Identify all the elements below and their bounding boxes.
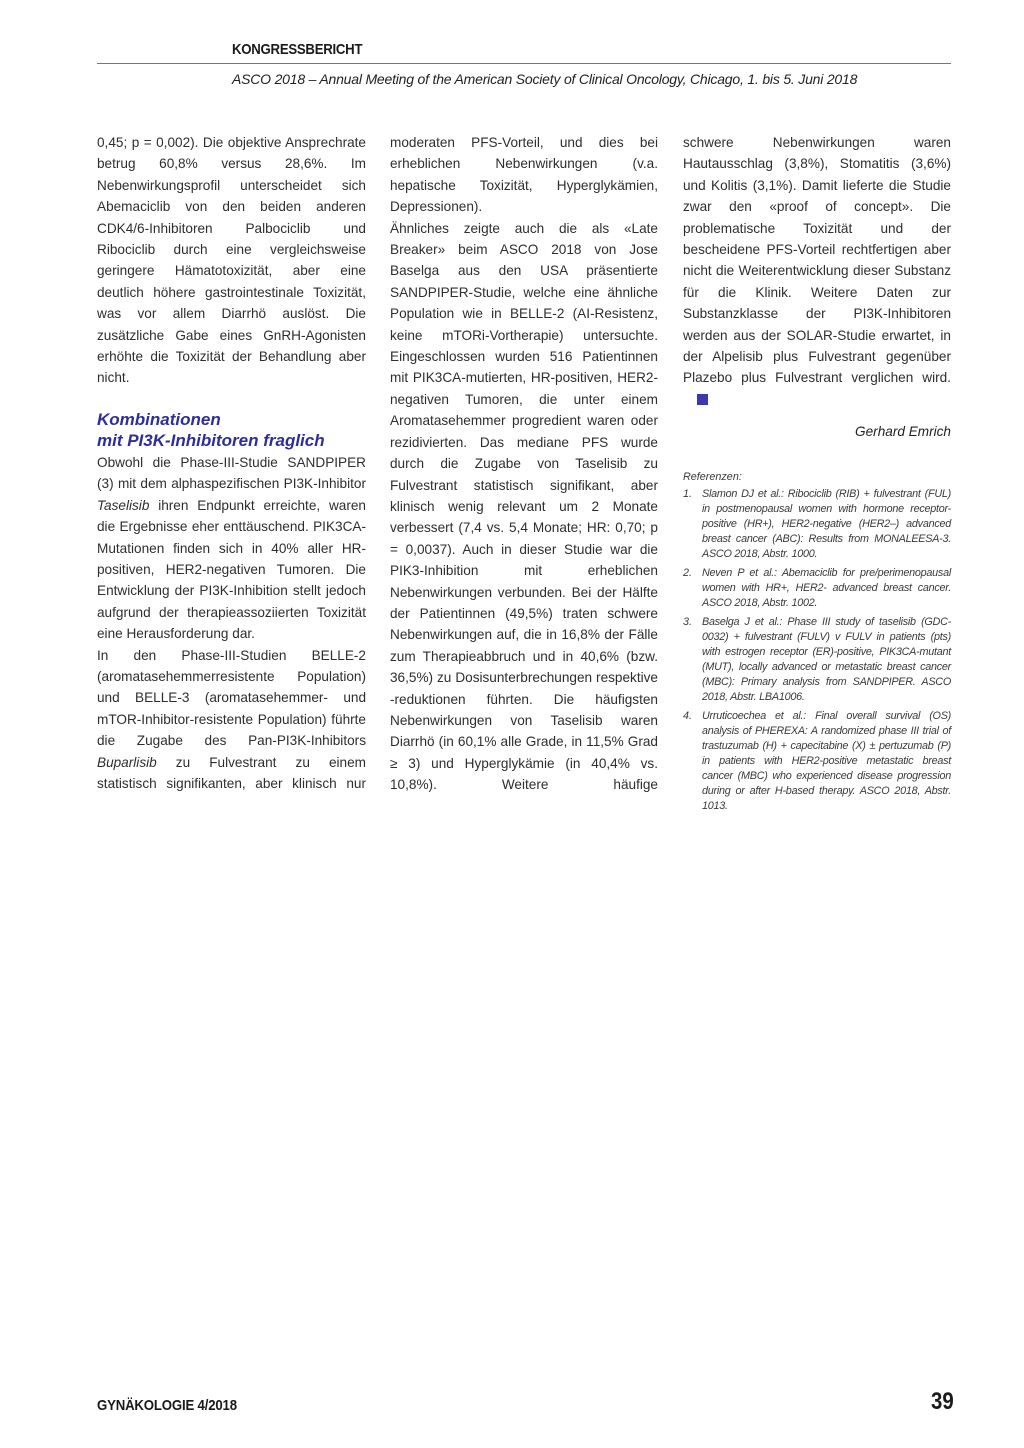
- article-column-1: [97, 132, 366, 794]
- paragraph: Ähnliches zeigte auch die als «Late Breaker» beim ASCO 2018 von Jose Baselga aus den USA präsentierte SANDPIPER-Studie, welche eine ähnliche Population wie in BELLE-2 (AI-Resistenz, keine mTORi-Vortherapie) untersuchte. Eingeschlossen wurden 516 Patientinnen mit PIK3CA-mutierten, HR-positiven, HER2-negativen Tumoren, die unter einem Aromatasehemmer progredient waren oder rezidivierten. Das mediane PFS wurde durch die Zugabe von Taselisib zu Fulvestrant statistisch signifikant, aber klinisch wenig relevant um 2 Monate verbessert (7,4 vs. 5,4 Monate; HR: 0,70; p = 0,0037). Auch in dieser Studie war die PIK3-Inhibition mit erheblichen Nebenwirkungen verbunden. Bei der Hälfte der Patientinnen (49,5%) traten schwere Nebenwirkungen auf, die in 16,8% der Fälle zum Therapieabbruch und in 40,6% (bzw. 36,5%) zu Dosisunterbrechungen respektive -reduktionen führten. Die häufigsten Nebenwirkungen von Taselisib waren Diarrhö (in 60,1% alle Grade, in 11,5% Grad ≥ 3) und Hyperglykämie (in 40,4% vs. 10,8%). Weitere häufige: [390, 220, 658, 793]
- references-heading: Referenzen:: [683, 470, 742, 483]
- reference-number: 4.: [683, 709, 693, 722]
- article-column-3: [683, 132, 951, 818]
- reference-number: 3.: [683, 615, 693, 628]
- reference-text: Slamon DJ et al.: Ribociclib (RIB) + fulvestrant (FUL) in postmenopausal women with hormone receptor-positive (HR+), HER2-negative (HER2–) advanced breast cancer (ABC): Results from MONALEESA-3. ASCO 2018, Abstr. 1000.: [702, 487, 951, 560]
- paragraph: [97, 452, 366, 645]
- conference-subtitle: ASCO 2018 – Annual Meeting of the American Society of Clinical Oncology, Chicago, 1. bis 5. Juni 2018: [232, 71, 858, 87]
- paragraph: [683, 132, 951, 410]
- reference-item: [683, 487, 951, 562]
- drug-name: Buparlisib: [97, 754, 157, 770]
- journal-issue: GYNÄKOLOGIE 4/2018: [97, 1397, 237, 1414]
- references: [683, 470, 951, 814]
- end-of-article-square-icon: [697, 394, 708, 405]
- reference-number: 2.: [683, 566, 693, 579]
- text-run: zu Fulvestrant zu einem statistisch signifikanten, aber klinisch nur: [97, 754, 366, 791]
- page-number: 39: [931, 1388, 954, 1415]
- text-run: schwere Nebenwirkungen waren Hautausschlag (3,8%), Stomatitis (3,6%) und Kolitis (3,1%). Damit lieferte die Studie zwar den «proof of concept». Die problematische Toxizität und der bescheidene PFS-Vorteil rechtfertigen aber nicht die Weiterentwicklung dieser Substanz für die Klinik. Weitere Daten zur Substanzklasse der PI3K-Inhibitoren werden aus der SOLAR-Studie erwartet, in der Alpelisib plus Fulvestrant gegenüber Plazebo plus Fulvestrant verglichen wird.: [683, 135, 951, 386]
- paragraph: [97, 645, 366, 795]
- reference-text: Urruticoechea et al.: Final overall survival (OS) analysis of PHEREXA: A randomized phase III trial of trastuzumab (H) + capecitabine (X) ± pertuzumab (P) in patients with HER2-positive metastatic breast cancer (MBC) who experienced disease progression during or after H-based therapy. ASCO 2018, Abstr. 1013.: [702, 709, 951, 812]
- section-heading: [97, 409, 366, 452]
- paragraph: moderaten PFS-Vorteil, und dies bei erheblichen Nebenwirkungen (v.a. hepatische Toxizität, Hyperglykämien, Depressionen).: [390, 135, 658, 215]
- author-name: Gerhard Emrich: [855, 424, 951, 440]
- drug-name: Taselisib: [97, 497, 150, 513]
- section-heading-line-2: mit PI3K-Inhibitoren fraglich: [97, 431, 325, 451]
- reference-text: Neven P et al.: Abemaciclib for pre/perimenopausal women with HR+, HER2- advanced breast cancer. ASCO 2018, Abstr. 1002.: [702, 566, 951, 609]
- paragraph: 0,45; p = 0,002). Die objektive Ansprechrate betrug 60,8% versus 28,6%. Im Nebenwirkungsprofil unterscheidet sich Abemaciclib von den beiden anderen CDK4/6-Inhibitoren Palbociclib und Ribociclib durch eine vergleichsweise geringere Hämatotoxizität, aber eine deutlich höhere gastrointestinale Toxizität, was vor allem Diarrhö auslöst. Die zusätzliche Gabe eines GnRH-Agonisten erhöhte die Toxizität der Behandlung aber nicht.: [97, 135, 366, 386]
- section-label: KONGRESSBERICHT: [232, 41, 363, 58]
- reference-number: 1.: [683, 487, 693, 500]
- reference-item: [683, 615, 951, 705]
- text-run: ihren Endpunkt erreichte, waren die Ergebnisse eher enttäuschend. PIK3CA-Mutationen finden sich in 40% aller HR-positiven, HER2-negativen Tumoren. Die Entwicklung der PI3K-Inhibition stellt jedoch aufgrund der therapieassoziierten Toxizität eine Herausforderung dar.: [97, 497, 366, 642]
- reference-item: [683, 709, 951, 814]
- article-column-2: [390, 132, 658, 796]
- section-heading-line-1: Kombinationen: [97, 409, 221, 429]
- reference-item: [683, 566, 951, 611]
- reference-text: Baselga J et al.: Phase III study of taselisib (GDC-0032) + fulvestrant (FULV) v FULV in patients (pts) with estrogen receptor (ER)-positive, PIK3CA-mutant (MUT), locally advanced or metastatic breast cancer (MBC): Primary analysis from SANDPIPER. ASCO 2018, Abstr. LBA1006.: [702, 615, 951, 703]
- header-rule: [97, 63, 951, 64]
- text-run: In den Phase-III-Studien BELLE-2 (aromatasehemmerresistente Population) und BELLE-3 (aromatasehemmer- und mTOR-Inhibitor-resistente Population) führte die Zugabe des Pan-PI3K-Inhibitors: [97, 647, 366, 749]
- text-run: Obwohl die Phase-III-Studie SANDPIPER (3) mit dem alphaspezifischen PI3K-Inhibitor: [97, 454, 366, 492]
